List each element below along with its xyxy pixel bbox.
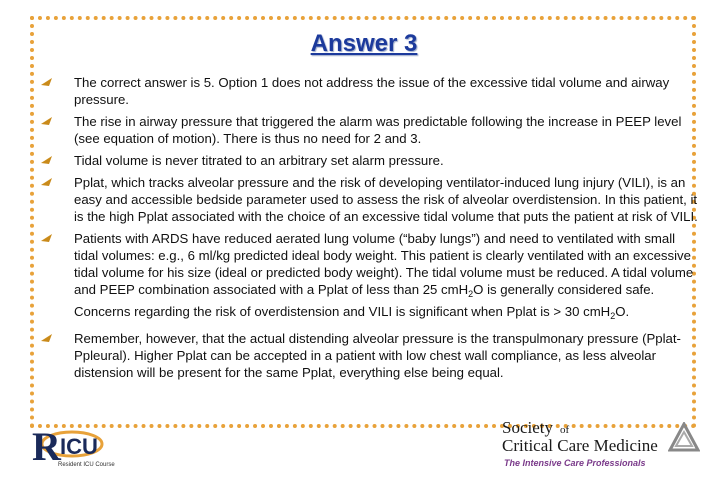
- bullet-arrow-icon: [40, 77, 54, 87]
- sccm-logo: [492, 418, 704, 478]
- svg-text:ICU: ICU: [60, 434, 98, 459]
- ricu-logo: [26, 418, 146, 480]
- sccm-triangle-icon: [668, 422, 700, 452]
- sccm-ccm-label: Critical Care Medicine: [502, 436, 658, 455]
- bullet-item: [30, 230, 702, 325]
- bullet-arrow-icon: [40, 155, 54, 165]
- bullet-text: The correct answer is 5. Option 1 does not address the issue of the excessive tidal volume and airway pressure.: [74, 75, 670, 107]
- sccm-society-label: Society: [502, 418, 553, 437]
- sccm-tagline: The Intensive Care Professionals: [504, 458, 646, 468]
- bullet-item: [30, 330, 702, 381]
- svg-text:R: R: [32, 424, 61, 469]
- bullet-text: Pplat, which tracks alveolar pressure and the risk of developing ventilator-induced lung injury (VILI), is an easy and accessible bedside parameter used to assess the risk of alveolar overdistension. In this patient, it is the high Pplat associated with the choice of an excessive tidal volume that puts the patient at risk of VILI.: [74, 175, 698, 224]
- bullet-arrow-icon: [40, 333, 54, 343]
- bullet-text-part: O.: [615, 304, 630, 319]
- bullet-item: [30, 152, 702, 169]
- bullet-arrow-icon: [40, 116, 54, 126]
- bullet-arrow-icon: [40, 233, 54, 243]
- subscript: 2: [468, 289, 474, 299]
- bullet-item: [30, 174, 702, 225]
- bullet-list: [30, 74, 702, 386]
- bullet-text: Tidal volume is never titrated to an arbitrary set alarm pressure.: [74, 153, 444, 168]
- subscript: 2: [610, 311, 616, 321]
- bullet-text-part: O is generally considered safe. Concerns regarding the risk of overdistension and VILI is significant when Pplat is > 30 cmH: [74, 282, 655, 319]
- bullet-text: Remember, however, that the actual distending alveolar pressure is the transpulmonary pressure (Pplat- Ppleural). Higher Pplat can be accepted in a patient with low chest wall compliance, as less alveolar distension will be present for the same Pplat, everything else being equal.: [74, 331, 681, 380]
- bullet-text-part: Patients with ARDS have reduced aerated lung volume (“baby lungs”) and need to ventilated with small tidal volumes: e.g., 6 ml/kg predicted ideal body weight. This patient is clearly ventilated with an excessive tidal volume for his size (ideal or predicted body weight). The tidal volume must be reduced. A tidal volume and PEEP combination associated with a Pplat of less than 25 cmH: [74, 231, 694, 297]
- bullet-arrow-icon: [40, 177, 54, 187]
- svg-text:Resident ICU Course: Resident ICU Course: [58, 462, 115, 468]
- ricu-logo-icon: [26, 418, 146, 480]
- sccm-of-label: of: [560, 424, 570, 436]
- slide-title: Answer 3: [310, 30, 418, 57]
- bullet-item: [30, 113, 702, 147]
- bullet-item: [30, 74, 702, 108]
- bullet-text: The rise in airway pressure that triggered the alarm was predictable following the increase in PEEP level (see equation of motion). There is thus no need for 2 and 3.: [74, 114, 682, 146]
